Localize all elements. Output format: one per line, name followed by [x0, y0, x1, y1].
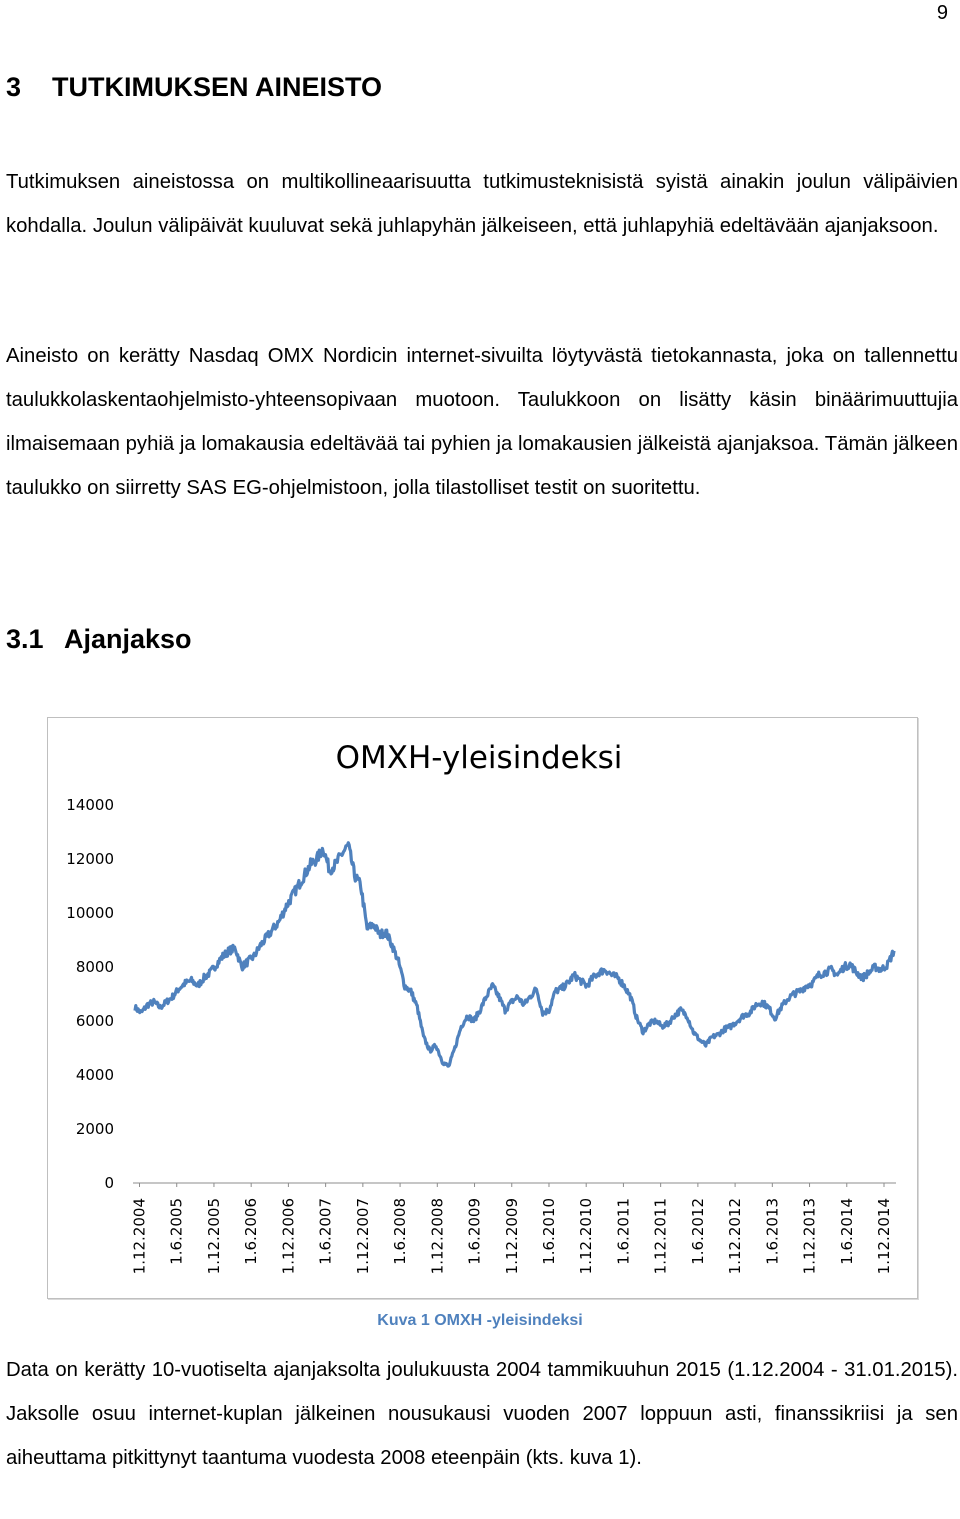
section-title: TUTKIMUKSEN AINEISTO	[52, 72, 383, 102]
x-tick-label: 1.12.2005	[204, 1198, 223, 1275]
subsection-title: Ajanjakso	[64, 624, 192, 654]
page-number: 9	[936, 2, 948, 24]
omxh-line-chart	[48, 718, 917, 1298]
figure-caption: Kuva 1 OMXH -yleisindeksi	[377, 1312, 583, 1329]
x-tick-label: 1.6.2014	[837, 1198, 856, 1265]
x-tick-label: 1.12.2012	[726, 1198, 745, 1275]
y-tick-label: 6000	[75, 1012, 114, 1030]
x-tick-label: 1.6.2013	[763, 1198, 782, 1265]
y-tick-label: 4000	[75, 1066, 114, 1084]
x-tick-label: 1.6.2008	[391, 1198, 410, 1265]
x-tick-label: 1.6.2007	[316, 1198, 335, 1265]
chart-title: OMXH-yleisindeksi	[335, 740, 623, 776]
x-tick-label: 1.12.2011	[651, 1198, 670, 1275]
y-tick-label: 0	[104, 1174, 114, 1192]
x-tick-label: 1.6.2005	[167, 1198, 186, 1265]
subsection-heading	[6, 624, 192, 655]
section-number: 3	[6, 72, 22, 102]
x-tick-label: 1.12.2010	[577, 1198, 596, 1275]
x-tick-label: 1.6.2011	[614, 1198, 633, 1265]
x-tick-label: 1.12.2008	[428, 1198, 447, 1275]
paragraph-multicollinearity: Tutkimuksen aineistossa on multikollineaarisuutta tutkimusteknisistä syistä ainakin joulun välipäivien kohdalla. Joulun välipäivät kuuluvat sekä juhlapyhän jälkeiseen, että juhlapyhiä edeltävään ajanjaksoon.	[6, 171, 958, 237]
paragraph-data-source: Aineisto on kerätty Nasdaq OMX Nordicin internet-sivuilta löytyvästä tietokannasta, joka on tallennettu taulukkolaskentaohjelmisto-yhteensopivaan muotoon. Taulukkoon on lisätty käsin binäärimuuttujia ilmaisemaan pyhiä ja lomakausia edeltävää tai pyhien ja lomakausien jälkeistä ajanjaksoa. Tämän jälkeen taulukko on siirretty SAS EG-ohjelmistoon, jolla tilastolliset testit on suoritettu.	[6, 345, 958, 499]
x-tick-label: 1.6.2012	[688, 1198, 707, 1265]
series-line-omxh	[135, 843, 894, 1066]
x-tick-label: 1.6.2010	[539, 1198, 558, 1265]
x-tick-label: 1.12.2004	[130, 1198, 149, 1275]
y-tick-label: 8000	[75, 958, 114, 976]
x-tick-label: 1.12.2013	[800, 1198, 819, 1275]
y-tick-label: 10000	[66, 904, 114, 922]
x-tick-label: 1.6.2009	[465, 1198, 484, 1265]
x-tick-label: 1.12.2009	[502, 1198, 521, 1275]
y-tick-label: 12000	[66, 850, 114, 868]
subsection-number: 3.1	[6, 624, 44, 654]
paragraph-period: Data on kerätty 10-vuotiselta ajanjaksolta joulukuusta 2004 tammikuuhun 2015 (1.12.2004 - 31.01.2015). Jaksolle osuu internet-kuplan jälkeinen nousukausi vuoden 2007 loppuun asti, finanssikriisi ja sen aiheuttama pitkittynyt taantuma vuodesta 2008 eteenpäin (kts. kuva 1).	[6, 1359, 958, 1469]
section-heading	[6, 72, 382, 103]
y-tick-label: 2000	[75, 1120, 114, 1138]
x-tick-label: 1.12.2007	[353, 1198, 372, 1275]
y-tick-label: 14000	[66, 796, 114, 814]
x-tick-label: 1.6.2006	[242, 1198, 261, 1265]
x-tick-label: 1.12.2014	[875, 1198, 893, 1275]
chart-frame	[47, 717, 918, 1299]
x-tick-label: 1.12.2006	[279, 1198, 298, 1275]
